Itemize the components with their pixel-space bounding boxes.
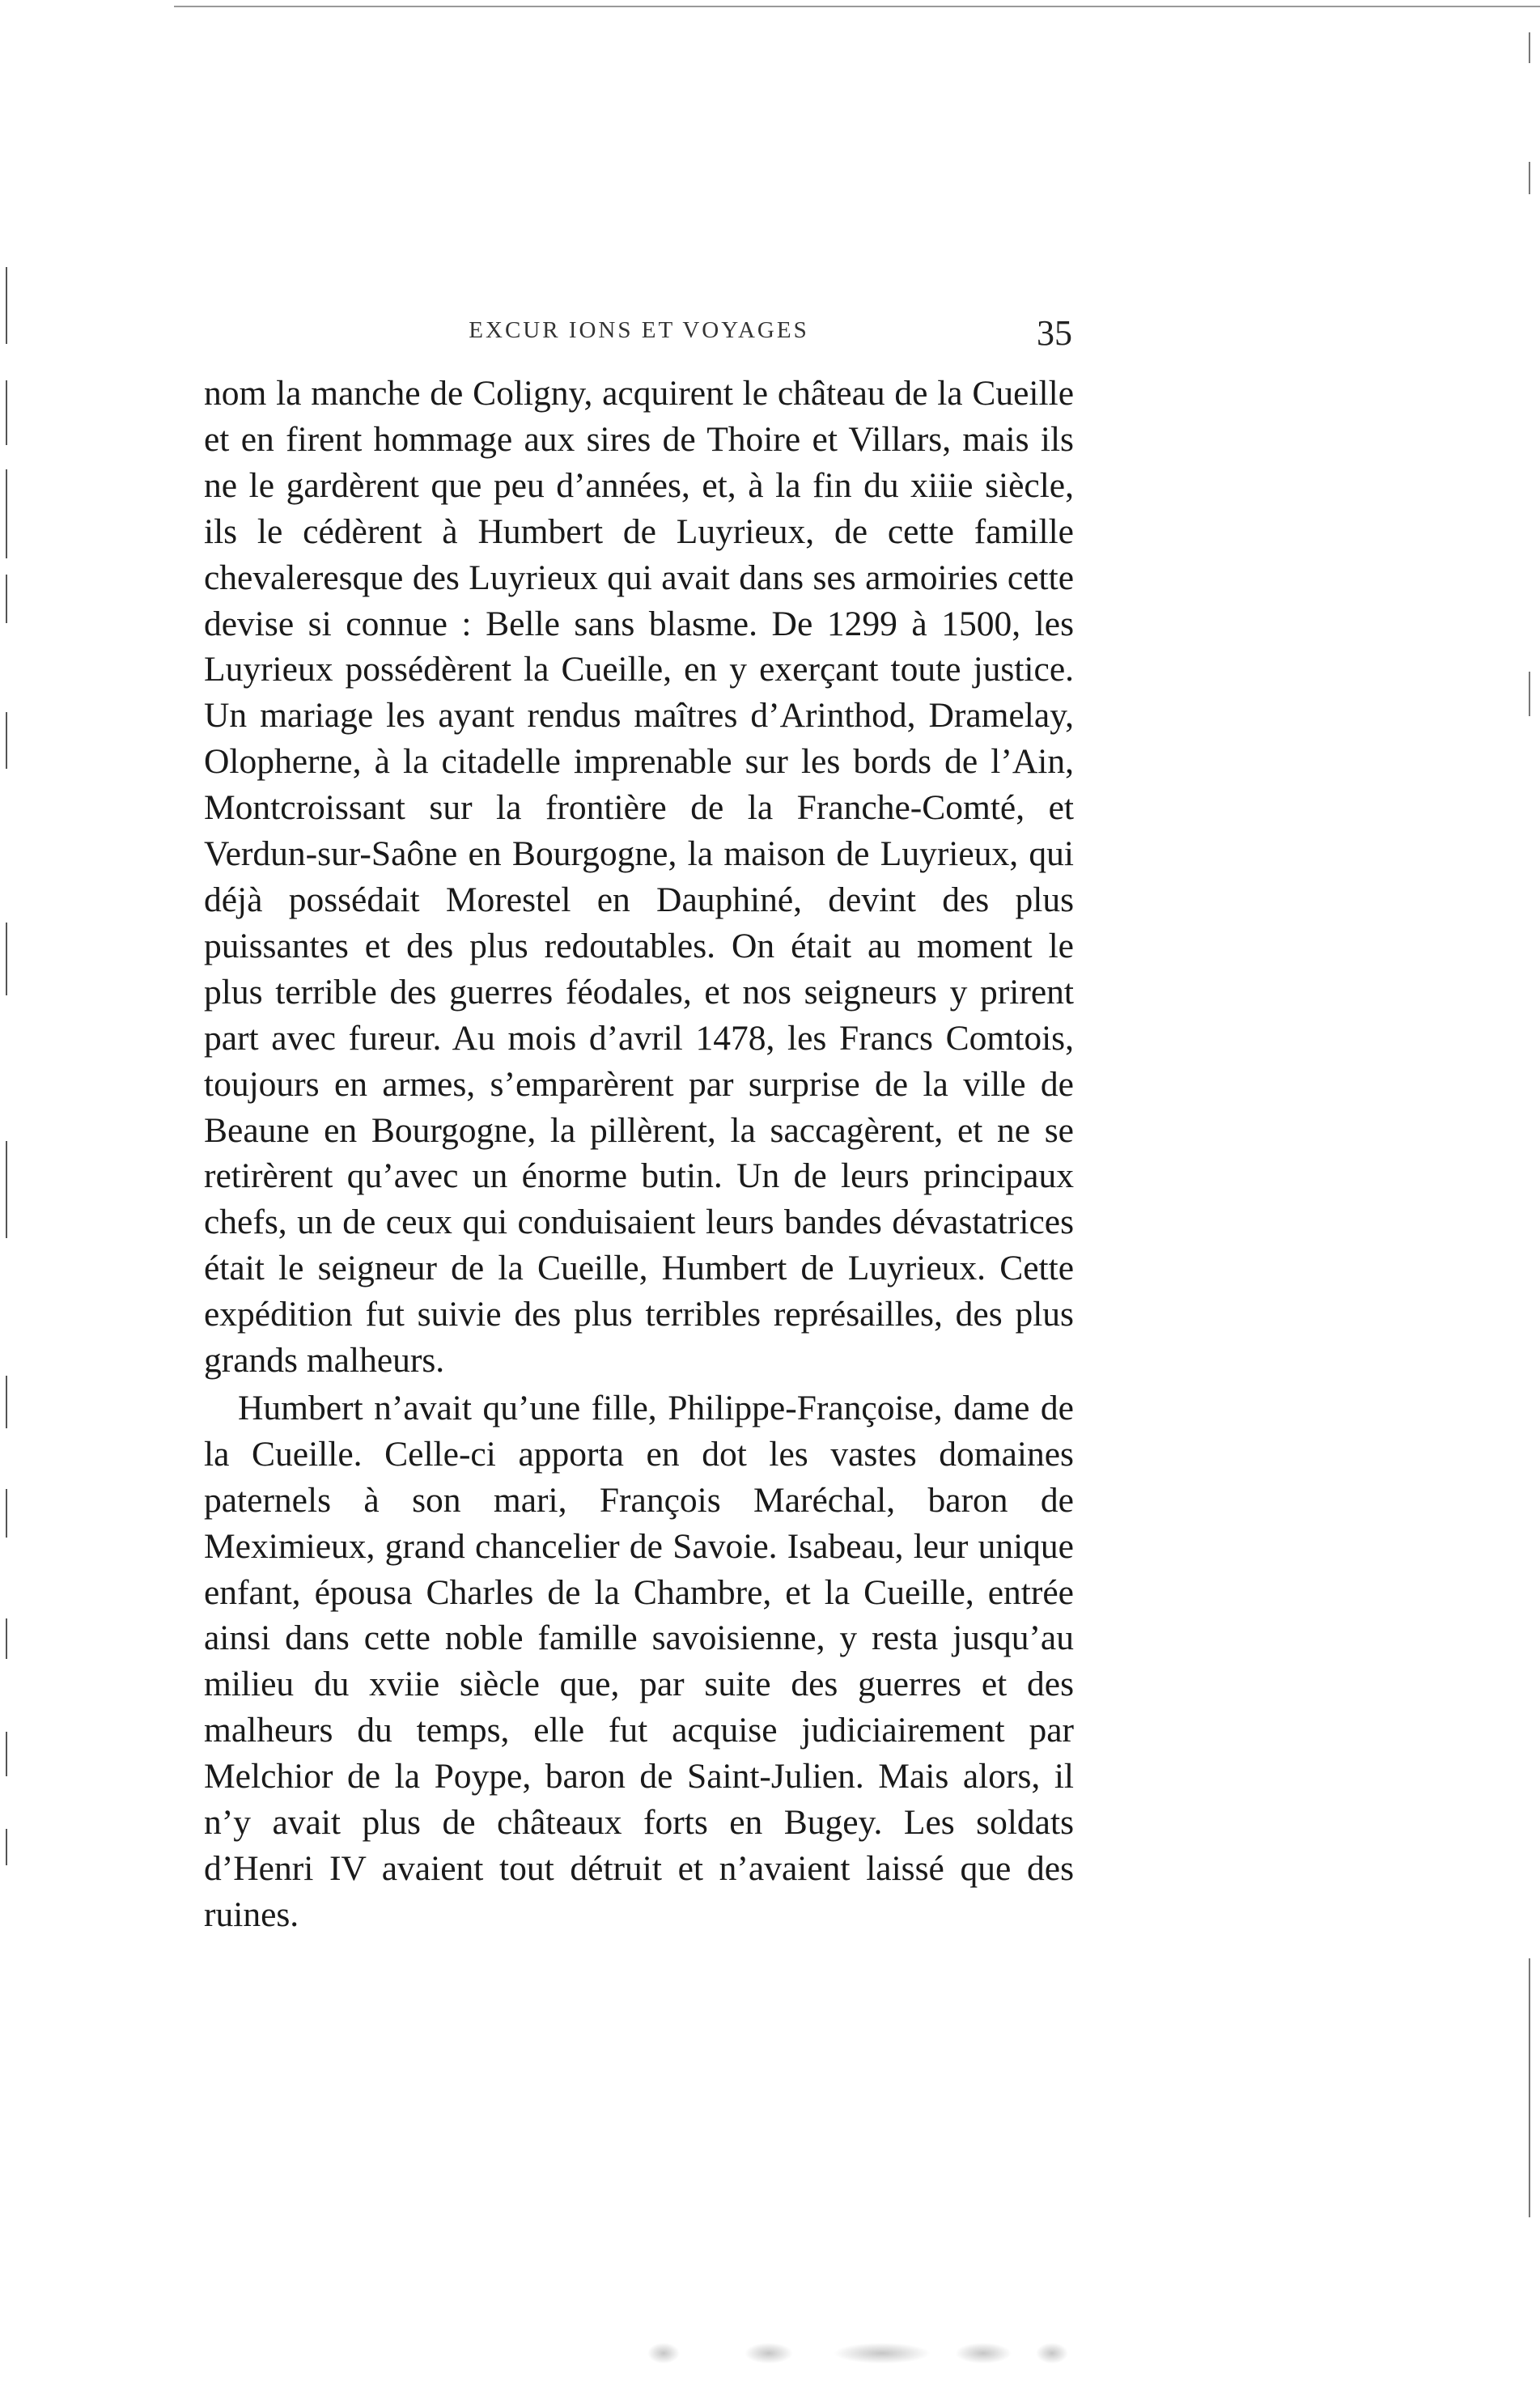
page-header	[204, 313, 1074, 366]
bottom-ink-smudge	[647, 2343, 1092, 2364]
paragraph: Humbert n’avait qu’une fille, Philippe-Françoise, dame de la Cueille. Celle-ci apporta en dot les vastes domaines paternels à son mari, François Maréchal, baron de Meximieux, grand chancelier de Savoie. Isabeau, leur unique enfant, épousa Charles de la Chambre, et la Cueille, entrée ainsi dans cette noble famille savoisienne, y resta jusqu’au milieu du xviie siècle que, par suite des guerres et des malheurs du temps, elle fut acquise judiciairement par Melchior de la Poype, baron de Saint-Julien. Mais alors, il n’y avait plus de châteaux forts en Bugey. Les soldats d’Henri IV avaient tout détruit et n’avaient laissé que des ruines.	[204, 1388, 1074, 1934]
left-margin-scan-marks	[0, 0, 16, 2384]
paragraph: nom la manche de Coligny, acquirent le château de la Cueille et en firent hommage aux sires de Thoire et Villars, mais ils ne le gardèrent que peu d’années, et, à la fin du xiiie siècle, ils le cédèrent à Humbert de Luyrieux, de cette famille chevaleresque des Luyrieux qui avait dans ses armoiries cette devise si connue : Belle sans blasme. De 1299 à 1500, les Luyrieux possédèrent la Cueille, en y exerçant toute justice. Un mariage les ayant rendus maîtres d’Arinthod, Dramelay, Olopherne, à la citadelle imprenable sur les bords de l’Ain, Montcroissant sur la frontière de la Franche-Comté, et Verdun-sur-Saône en Bourgogne, la maison de Luyrieux, qui déjà possédait Morestel en Dauphiné, devint des plus puissantes et des plus redoutables. On était au moment le plus terrible des guerres féodales, et nos seigneurs y prirent part avec fureur. Au mois d’avril 1478, les Francs Comtois, toujours en armes, s’emparèrent par surprise de la ville de Beaune en Bourgogne, la pillèrent, la saccagèrent, et ne se retirèrent qu’avec un énorme butin. Un de leurs principaux chefs, un de ceux qui conduisaient leurs bandes dévastatrices était le seigneur de la Cueille, Humbert de Luyrieux. Cette expédition fut suivie des plus terribles représailles, des plus grands malheurs.	[204, 374, 1074, 1381]
right-margin-scan-marks	[1524, 0, 1540, 2384]
page-number: 35	[1037, 313, 1072, 353]
top-edge-rule	[174, 6, 1540, 7]
running-head: EXCUR IONS ET VOYAGES	[469, 317, 809, 343]
body-text	[204, 371, 1074, 1938]
